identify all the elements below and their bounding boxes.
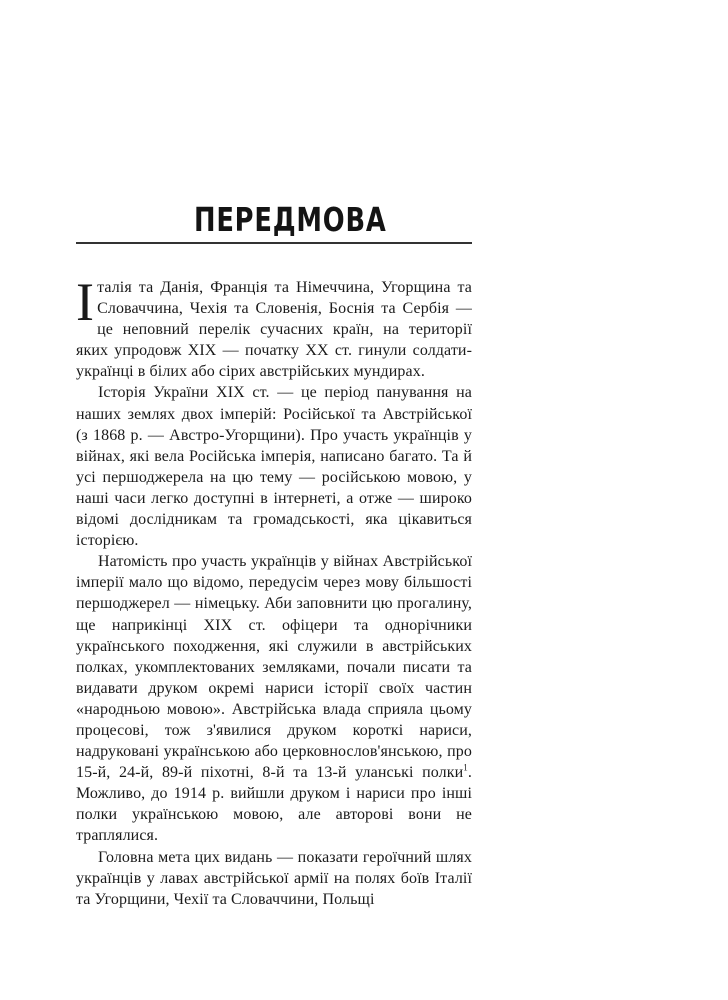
heading-rule [76, 242, 472, 244]
paragraph-2: Історія України XIX ст. — це період панування на наших землях двох імперій: Російської та Австрійської (з 1868 р. — Австро-Угорщини). Про участь українців у війнах, які вела Російська імперія, написано багато. Та й усі першоджерела на цю тему — російською мовою, у наші часи легко доступні в інтернеті, а отже — широко відомі дослідникам та громадськості, яка цікавиться історією. [76, 384, 472, 550]
paragraph-1-text: талія та Данія, Франція та Німеччина, Угорщина та Словаччина, Чехія та Словенія, Боснія та Сербія — це неповний перелік сучасних країн, на території яких упродовж XIX — початку XX ст. гинули солдати-українці в білих або сірих австрійських мундирах. [76, 279, 472, 381]
paragraph-3 [76, 551, 472, 846]
paragraph-4: Головна мета цих видань — показати героїчний шлях українців у лавах австрійської армії на полях боїв Італії та Угорщини, Чехії та Словаччини, Польщі [76, 848, 472, 908]
drop-cap: І [76, 272, 95, 332]
chapter-heading: ПЕРЕДМОВА [194, 200, 387, 239]
paragraph-1 [76, 272, 472, 382]
paragraph-3-text-before: Натомість про участь українців у війнах Австрійської імперії мало що відомо, передусім через мову більшості першоджерел — німецьку. Аби заповнити цю прогалину, ще наприкінці XIX ст. офіцери та однорічники українського походження, які служили в австрійських полках, укомплектованих земляками, почали писати та видавати друком окремі нариси історії своїх частин «народньою мовою». Австрійська влада сприяла цьому процесові, тож з'явилися друком короткі нариси, надруковані українською або церковнослов'янською, про 15-й, 24-й, 89-й піхотні, 8-й та 13-й уланські полки [76, 553, 472, 782]
body-text [76, 272, 472, 910]
footnote-marker: 1 [463, 762, 468, 773]
paragraph-3-text-after: . Можливо, до 1914 р. вийшли друком і нариси про інші полки українською мовою, але авторові вони не траплялися. [76, 764, 472, 845]
